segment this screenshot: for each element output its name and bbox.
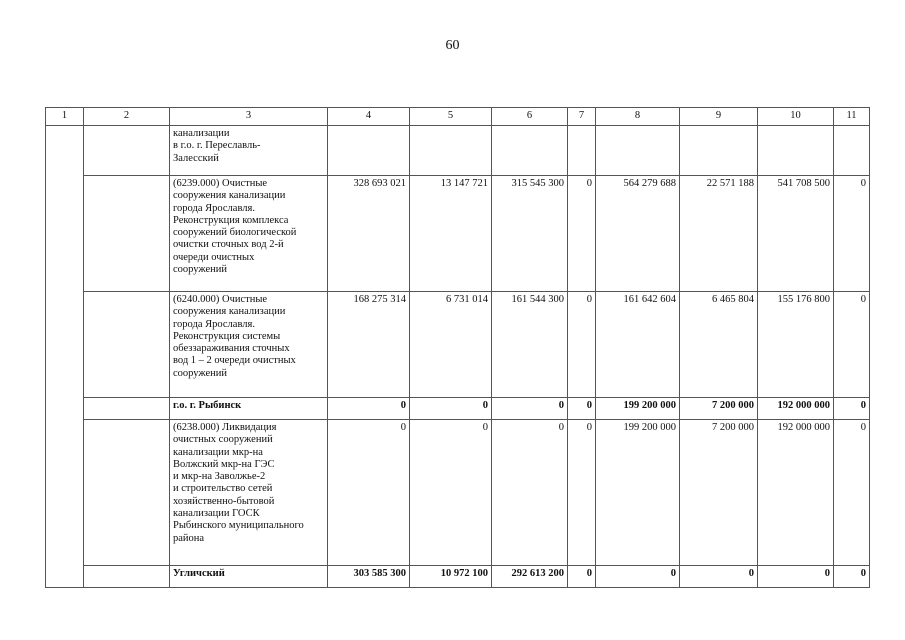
amount-cell: 161 642 604 bbox=[596, 292, 680, 398]
amount-cell bbox=[492, 126, 568, 176]
col-2-cell bbox=[84, 126, 170, 176]
column-header: 8 bbox=[596, 108, 680, 126]
amount-cell: 0 bbox=[596, 566, 680, 588]
col-2-cell bbox=[84, 566, 170, 588]
object-name-cell: Угличский bbox=[170, 566, 328, 588]
column-header: 5 bbox=[410, 108, 492, 126]
amount-cell: 0 bbox=[834, 420, 870, 566]
col-2-cell bbox=[84, 420, 170, 566]
amount-cell: 13 147 721 bbox=[410, 176, 492, 292]
col-2-cell bbox=[84, 398, 170, 420]
amount-cell bbox=[596, 126, 680, 176]
budget-table bbox=[45, 107, 870, 588]
amount-cell: 7 200 000 bbox=[680, 398, 758, 420]
amount-cell: 0 bbox=[492, 420, 568, 566]
amount-cell: 0 bbox=[758, 566, 834, 588]
amount-cell: 0 bbox=[410, 398, 492, 420]
amount-cell: 155 176 800 bbox=[758, 292, 834, 398]
col-1-cell bbox=[46, 126, 84, 588]
amount-cell: 0 bbox=[568, 292, 596, 398]
amount-cell: 0 bbox=[410, 420, 492, 566]
column-header: 6 bbox=[492, 108, 568, 126]
amount-cell: 10 972 100 bbox=[410, 566, 492, 588]
amount-cell: 315 545 300 bbox=[492, 176, 568, 292]
object-name-cell: (6238.000) Ликвидация очистных сооружений канализации мкр-на Волжский мкр-на ГЭС и мкр-на Заволжье-2 и строительство сетей хозяйственно-бытовой канализации ГОСК Рыбинского муниципального района bbox=[170, 420, 328, 566]
object-name-cell: (6239.000) Очистные сооружения канализации города Ярославля. Реконструкция комплекса сооружений биологической очистки сточных вод 2-й очереди очистных сооружений bbox=[170, 176, 328, 292]
object-name-cell: (6240.000) Очистные сооружения канализации города Ярославля. Реконструкция системы обеззараживания сточных вод 1 – 2 очереди очистных сооружений bbox=[170, 292, 328, 398]
amount-cell: 328 693 021 bbox=[328, 176, 410, 292]
amount-cell: 0 bbox=[568, 176, 596, 292]
amount-cell bbox=[568, 126, 596, 176]
amount-cell: 0 bbox=[834, 292, 870, 398]
amount-cell bbox=[680, 126, 758, 176]
amount-cell bbox=[834, 126, 870, 176]
object-name-cell: г.о. г. Рыбинск bbox=[170, 398, 328, 420]
amount-cell: 0 bbox=[834, 398, 870, 420]
table-row bbox=[46, 420, 870, 566]
column-header: 7 bbox=[568, 108, 596, 126]
amount-cell: 541 708 500 bbox=[758, 176, 834, 292]
amount-cell: 0 bbox=[568, 566, 596, 588]
amount-cell: 192 000 000 bbox=[758, 420, 834, 566]
amount-cell: 0 bbox=[834, 566, 870, 588]
amount-cell: 6 731 014 bbox=[410, 292, 492, 398]
col-2-cell bbox=[84, 176, 170, 292]
amount-cell: 6 465 804 bbox=[680, 292, 758, 398]
amount-cell: 564 279 688 bbox=[596, 176, 680, 292]
amount-cell: 292 613 200 bbox=[492, 566, 568, 588]
table-body bbox=[46, 108, 870, 588]
column-header: 4 bbox=[328, 108, 410, 126]
column-header: 3 bbox=[170, 108, 328, 126]
amount-cell bbox=[410, 126, 492, 176]
amount-cell: 0 bbox=[568, 420, 596, 566]
page-number: 60 bbox=[445, 38, 460, 53]
amount-cell: 0 bbox=[834, 176, 870, 292]
amount-cell: 0 bbox=[568, 398, 596, 420]
amount-cell: 199 200 000 bbox=[596, 398, 680, 420]
amount-cell bbox=[328, 126, 410, 176]
subtotal-row bbox=[46, 398, 870, 420]
amount-cell: 199 200 000 bbox=[596, 420, 680, 566]
amount-cell: 0 bbox=[328, 398, 410, 420]
column-header: 2 bbox=[84, 108, 170, 126]
amount-cell: 0 bbox=[492, 398, 568, 420]
column-header: 11 bbox=[834, 108, 870, 126]
column-header: 1 bbox=[46, 108, 84, 126]
table-row bbox=[46, 126, 870, 176]
table-row bbox=[46, 292, 870, 398]
subtotal-row bbox=[46, 566, 870, 588]
amount-cell: 161 544 300 bbox=[492, 292, 568, 398]
column-header: 10 bbox=[758, 108, 834, 126]
col-2-cell bbox=[84, 292, 170, 398]
amount-cell: 22 571 188 bbox=[680, 176, 758, 292]
amount-cell bbox=[758, 126, 834, 176]
amount-cell: 168 275 314 bbox=[328, 292, 410, 398]
object-name-cell: канализации в г.о. г. Переславль- Залесский bbox=[170, 126, 328, 176]
amount-cell: 0 bbox=[328, 420, 410, 566]
table-row bbox=[46, 176, 870, 292]
amount-cell: 303 585 300 bbox=[328, 566, 410, 588]
column-header: 9 bbox=[680, 108, 758, 126]
amount-cell: 7 200 000 bbox=[680, 420, 758, 566]
amount-cell: 192 000 000 bbox=[758, 398, 834, 420]
amount-cell: 0 bbox=[680, 566, 758, 588]
column-number-row bbox=[46, 108, 870, 126]
